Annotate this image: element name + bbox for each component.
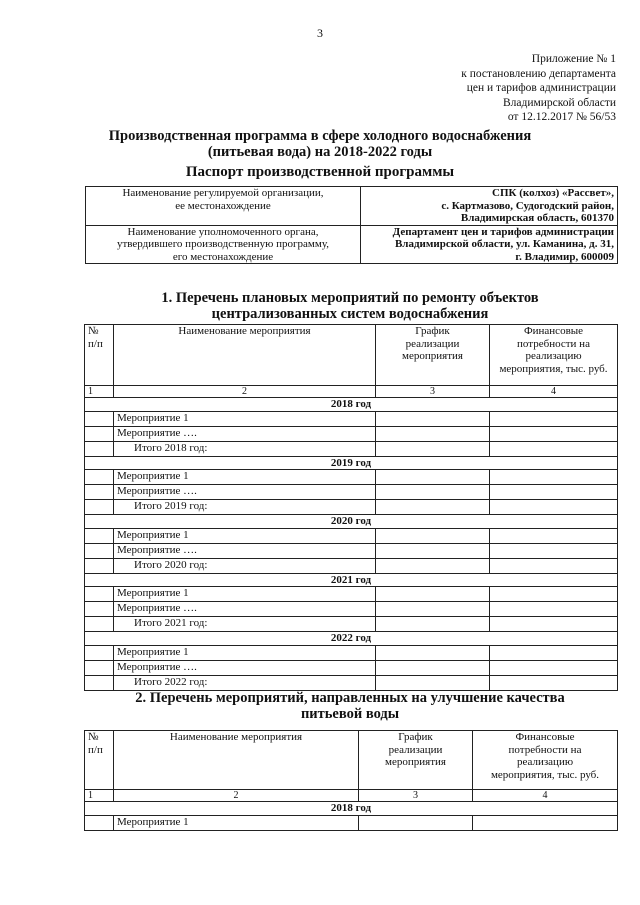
- column-number: 1: [85, 790, 114, 802]
- header-finance: [490, 325, 618, 386]
- passport-label-cell: [86, 225, 361, 264]
- total-row: [85, 617, 618, 632]
- cell: [85, 645, 114, 660]
- cell: [376, 528, 490, 543]
- table-row: [85, 587, 618, 602]
- cell: [376, 485, 490, 500]
- cell: [85, 411, 114, 426]
- cell: [85, 485, 114, 500]
- cell: [376, 675, 490, 690]
- cell: [85, 587, 114, 602]
- cell: [376, 602, 490, 617]
- total-row: [85, 441, 618, 456]
- appendix-line: цен и тарифов администрации: [466, 82, 616, 94]
- cell: [490, 411, 618, 426]
- cell: [85, 470, 114, 485]
- cell: [85, 426, 114, 441]
- section-title-line: 2. Перечень мероприятий, направленных на улучшение качества: [135, 690, 565, 706]
- column-number: 2: [114, 790, 359, 802]
- passport-row: [86, 225, 618, 264]
- measure-name: Мероприятие ….: [114, 426, 376, 441]
- appendix-line: Владимирской области: [502, 96, 616, 109]
- header-finance: [473, 731, 618, 790]
- header-name: Наименование мероприятия: [114, 325, 376, 386]
- measure-name: Мероприятие ….: [114, 660, 376, 675]
- year-label: 2019 год: [85, 456, 618, 470]
- cell: [490, 470, 618, 485]
- cell: [490, 675, 618, 690]
- measure-name: Мероприятие ….: [114, 543, 376, 558]
- passport-label-line: Наименование регулируемой организации,: [122, 187, 324, 199]
- cell: [85, 441, 114, 456]
- total-label: Итого 2020 год:: [114, 558, 376, 573]
- column-number: 3: [376, 386, 490, 398]
- passport-value-line: Владимирская область, 601370: [460, 212, 614, 224]
- cell: [376, 441, 490, 456]
- cell: [85, 617, 114, 632]
- section-title-line: питьевой воды: [300, 706, 400, 722]
- total-label: Итого 2022 год:: [114, 675, 376, 690]
- total-row: [85, 558, 618, 573]
- cell: [490, 426, 618, 441]
- passport-label-line: его местонахождение: [172, 250, 274, 263]
- section1-title: [60, 290, 640, 322]
- cell: [85, 602, 114, 617]
- cell: [359, 815, 473, 830]
- table-row: [85, 815, 618, 830]
- table-row: [85, 426, 618, 441]
- cell: [376, 426, 490, 441]
- table-row: [85, 645, 618, 660]
- cell: [85, 558, 114, 573]
- header-line: №: [88, 731, 99, 743]
- year-row: [85, 515, 618, 529]
- column-number-row: [85, 386, 618, 398]
- cell: [376, 558, 490, 573]
- table-row: [85, 543, 618, 558]
- table-row: [85, 485, 618, 500]
- year-row: [85, 632, 618, 646]
- water-quality-measures-table: [84, 730, 618, 831]
- total-row: [85, 675, 618, 690]
- cell: [490, 528, 618, 543]
- header-line: Финансовые: [523, 325, 584, 337]
- page-number: 3: [317, 26, 323, 40]
- header-schedule: [359, 731, 473, 790]
- passport-value-line: с. Картмазово, Судогодский район,: [441, 199, 614, 212]
- year-row: [85, 398, 618, 412]
- table-row: [85, 602, 618, 617]
- header-line: мероприятия: [402, 350, 463, 362]
- header-line: реализацию: [525, 350, 582, 362]
- passport-value-line: СПК (колхоз) «Рассвет»,: [492, 187, 614, 199]
- table-row: [85, 470, 618, 485]
- passport-value-cell: [361, 187, 618, 226]
- measure-name: Мероприятие 1: [114, 815, 359, 830]
- measure-name: Мероприятие 1: [114, 645, 376, 660]
- section2-title: [60, 690, 640, 722]
- document-title-line: (питьевая вода) на 2018-2022 годы: [207, 144, 433, 160]
- total-label: Итого 2018 год:: [114, 441, 376, 456]
- cell: [490, 660, 618, 675]
- table-header-row: [85, 325, 618, 386]
- header-line: п/п: [88, 743, 103, 756]
- column-number: 4: [473, 790, 618, 802]
- cell: [85, 815, 114, 830]
- passport-value-line: Департамент цен и тарифов администрации: [392, 225, 614, 238]
- table-row: [85, 528, 618, 543]
- column-number: 4: [490, 386, 618, 398]
- header-name: Наименование мероприятия: [114, 731, 359, 790]
- section-title-line: централизованных систем водоснабжения: [211, 306, 489, 322]
- header-line: мероприятия, тыс. руб.: [499, 362, 608, 375]
- cell: [85, 675, 114, 690]
- header-line: График: [398, 731, 433, 743]
- cell: [376, 660, 490, 675]
- measure-name: Мероприятие ….: [114, 485, 376, 500]
- header-line: реализации: [405, 337, 460, 350]
- passport-label-line: ее местонахождение: [175, 199, 271, 212]
- header-line: Финансовые: [515, 731, 575, 743]
- table-row: [85, 660, 618, 675]
- appendix-note: [461, 52, 616, 125]
- header-line: потребности на: [508, 743, 582, 756]
- year-row: [85, 573, 618, 587]
- header-line: График: [415, 325, 450, 337]
- cell: [376, 645, 490, 660]
- measure-name: Мероприятие 1: [114, 528, 376, 543]
- cell: [376, 587, 490, 602]
- table-row: [85, 411, 618, 426]
- measure-name: Мероприятие ….: [114, 602, 376, 617]
- passport-label-line: утвердившего производственную программу,: [116, 238, 329, 250]
- cell: [473, 815, 618, 830]
- cell: [376, 470, 490, 485]
- passport-value-line: Владимирской области, ул. Каманина, д. 31,: [394, 238, 614, 250]
- header-line: мероприятия: [385, 756, 446, 768]
- appendix-line: Приложение № 1: [531, 53, 616, 65]
- year-label: 2018 год: [85, 802, 618, 816]
- cell: [85, 660, 114, 675]
- table-header-row: [85, 731, 618, 790]
- column-number-row: [85, 790, 618, 802]
- appendix-line: от 12.12.2017 № 56/53: [507, 111, 616, 123]
- passport-label-line: Наименование уполномоченного органа,: [127, 225, 319, 238]
- total-row: [85, 500, 618, 515]
- column-number: 2: [114, 386, 376, 398]
- cell: [490, 441, 618, 456]
- cell: [85, 528, 114, 543]
- appendix-line: к постановлению департамента: [461, 67, 616, 80]
- header-line: №: [88, 325, 99, 337]
- measure-name: Мероприятие 1: [114, 470, 376, 485]
- section-title-line: 1. Перечень плановых мероприятий по ремонту объектов: [161, 290, 539, 306]
- cell: [490, 500, 618, 515]
- header-line: реализацию: [516, 756, 574, 768]
- passport-table: [85, 186, 618, 264]
- passport-title: Паспорт производственной программы: [185, 164, 455, 180]
- header-num: [85, 731, 114, 790]
- passport-value-line: г. Владимир, 600009: [515, 250, 614, 263]
- header-schedule: [376, 325, 490, 386]
- total-label: Итого 2019 год:: [114, 500, 376, 515]
- column-number: 1: [85, 386, 114, 398]
- header-line: п/п: [88, 337, 103, 350]
- passport-label-cell: [86, 187, 361, 226]
- header-line: потребности на: [517, 337, 590, 350]
- document-title-line: Производственная программа в сфере холодного водоснабжения: [108, 128, 532, 144]
- year-label: 2018 год: [85, 398, 618, 412]
- cell: [490, 485, 618, 500]
- cell: [85, 543, 114, 558]
- passport-row: [86, 187, 618, 226]
- cell: [376, 500, 490, 515]
- measure-name: Мероприятие 1: [114, 411, 376, 426]
- year-row: [85, 802, 618, 816]
- header-line: реализации: [388, 743, 443, 756]
- cell: [376, 543, 490, 558]
- cell: [490, 558, 618, 573]
- year-label: 2021 год: [85, 573, 618, 587]
- passport-value-cell: [361, 225, 618, 264]
- header-num: [85, 325, 114, 386]
- measure-name: Мероприятие 1: [114, 587, 376, 602]
- cell: [490, 587, 618, 602]
- cell: [376, 617, 490, 632]
- header-line: мероприятия, тыс. руб.: [490, 768, 600, 781]
- cell: [490, 617, 618, 632]
- cell: [85, 500, 114, 515]
- year-label: 2022 год: [85, 632, 618, 646]
- repair-measures-table: [84, 324, 618, 691]
- column-number: 3: [359, 790, 473, 802]
- cell: [376, 411, 490, 426]
- cell: [490, 645, 618, 660]
- year-label: 2020 год: [85, 515, 618, 529]
- document-title: [40, 128, 600, 160]
- total-label: Итого 2021 год:: [114, 617, 376, 632]
- cell: [490, 602, 618, 617]
- cell: [490, 543, 618, 558]
- year-row: [85, 456, 618, 470]
